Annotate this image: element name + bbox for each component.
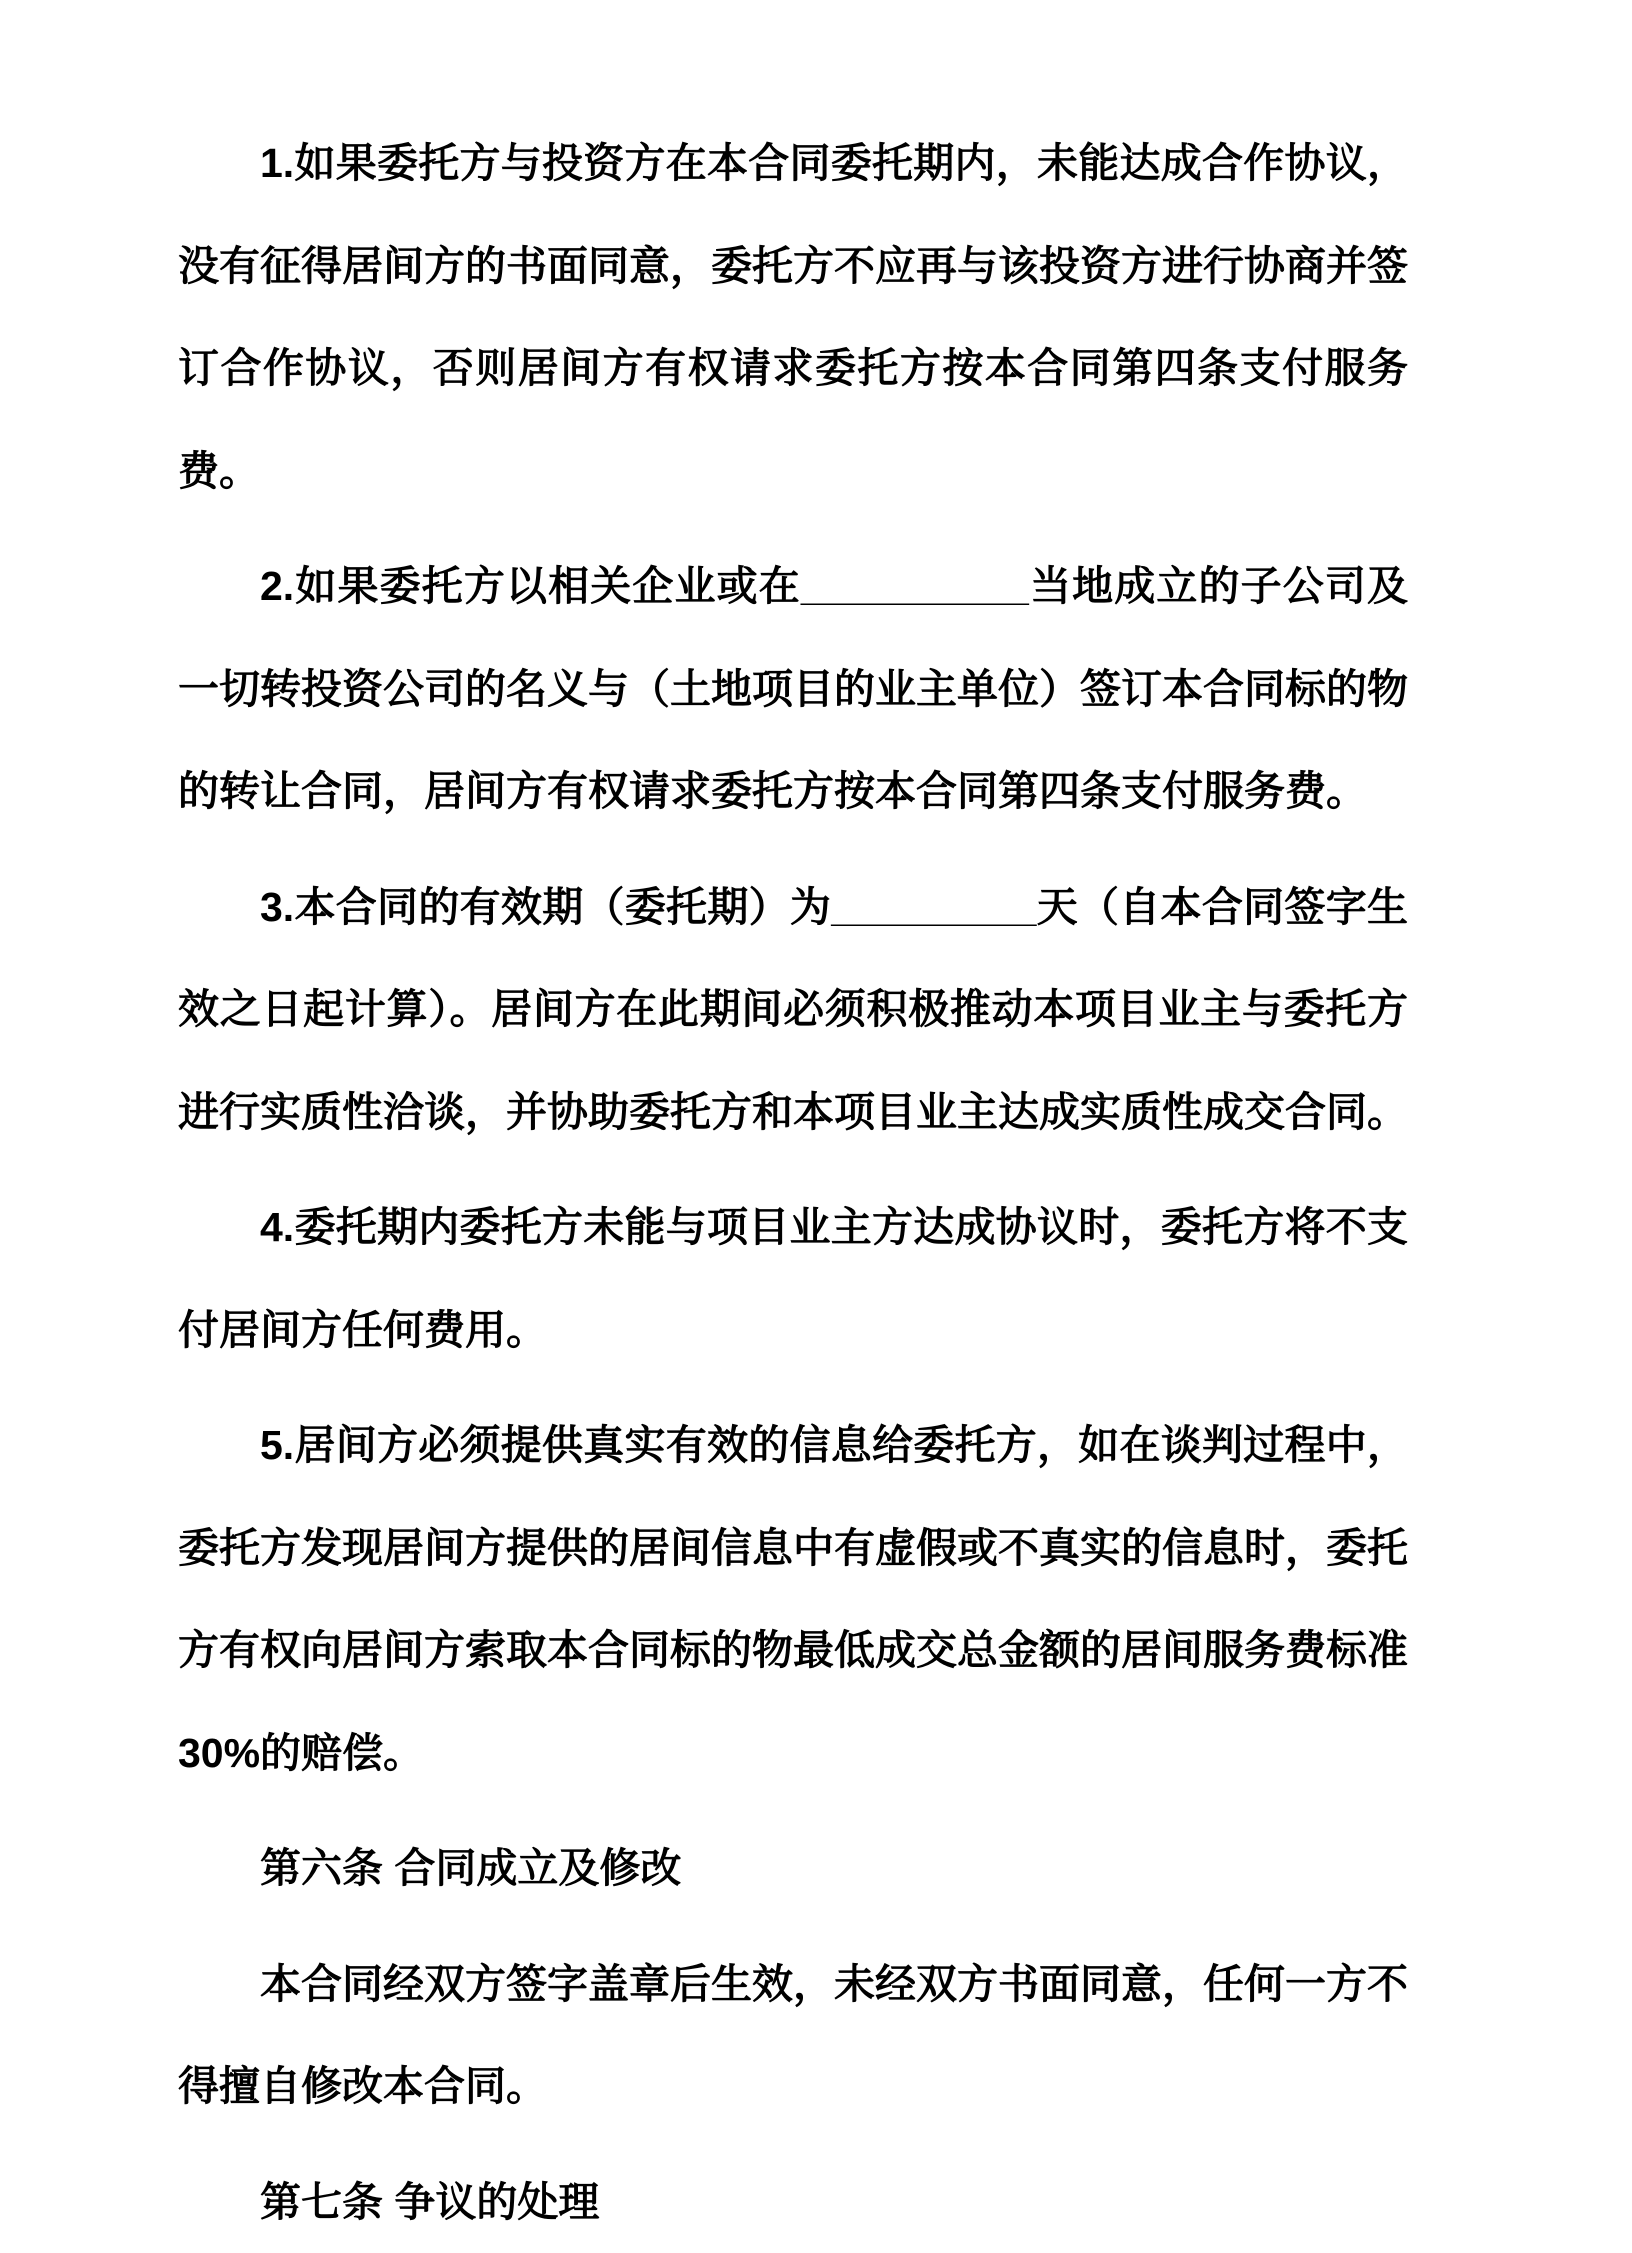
section-heading-article-7: 第七条 争议的处理 [178,2151,1408,2253]
contract-clause-4: 4.委托期内委托方未能与项目业主方达成协议时，委托方将不支付居间方任何费用。 [178,1176,1408,1381]
contract-clause-2: 2.如果委托方以相关企业或在__________当地成立的子公司及一切转投资公司的名义与（土地项目的业主单位）签订本合同标的物的转让合同，居间方有权请求委托方按本合同第四条支付服务费。 [178,535,1408,843]
contract-text-block [178,112,1408,2253]
contract-clause-3: 3.本合同的有效期（委托期）为_________天（自本合同签字生效之日起计算）。居间方在此期间必须积极推动本项目业主与委托方进行实质性洽谈，并协助委托方和本项目业主达成实质性成交合同。 [178,856,1408,1164]
article-6-body: 本合同经双方签字盖章后生效，未经双方书面同意，任何一方不得擅自修改本合同。 [178,1933,1408,2138]
section-heading-article-6: 第六条 合同成立及修改 [178,1817,1408,1920]
contract-clause-5: 5.居间方必须提供真实有效的信息给委托方，如在谈判过程中，委托方发现居间方提供的居间信息中有虚假或不真实的信息时，委托方有权向居间方索取本合同标的物最低成交总金额的居间服务费标准30%的赔偿。 [178,1394,1408,1804]
contract-clause-1: 1.如果委托方与投资方在本合同委托期内，未能达成合作协议，没有征得居间方的书面同意，委托方不应再与该投资方进行协商并签订合作协议，否则居间方有权请求委托方按本合同第四条支付服务费。 [178,112,1408,522]
